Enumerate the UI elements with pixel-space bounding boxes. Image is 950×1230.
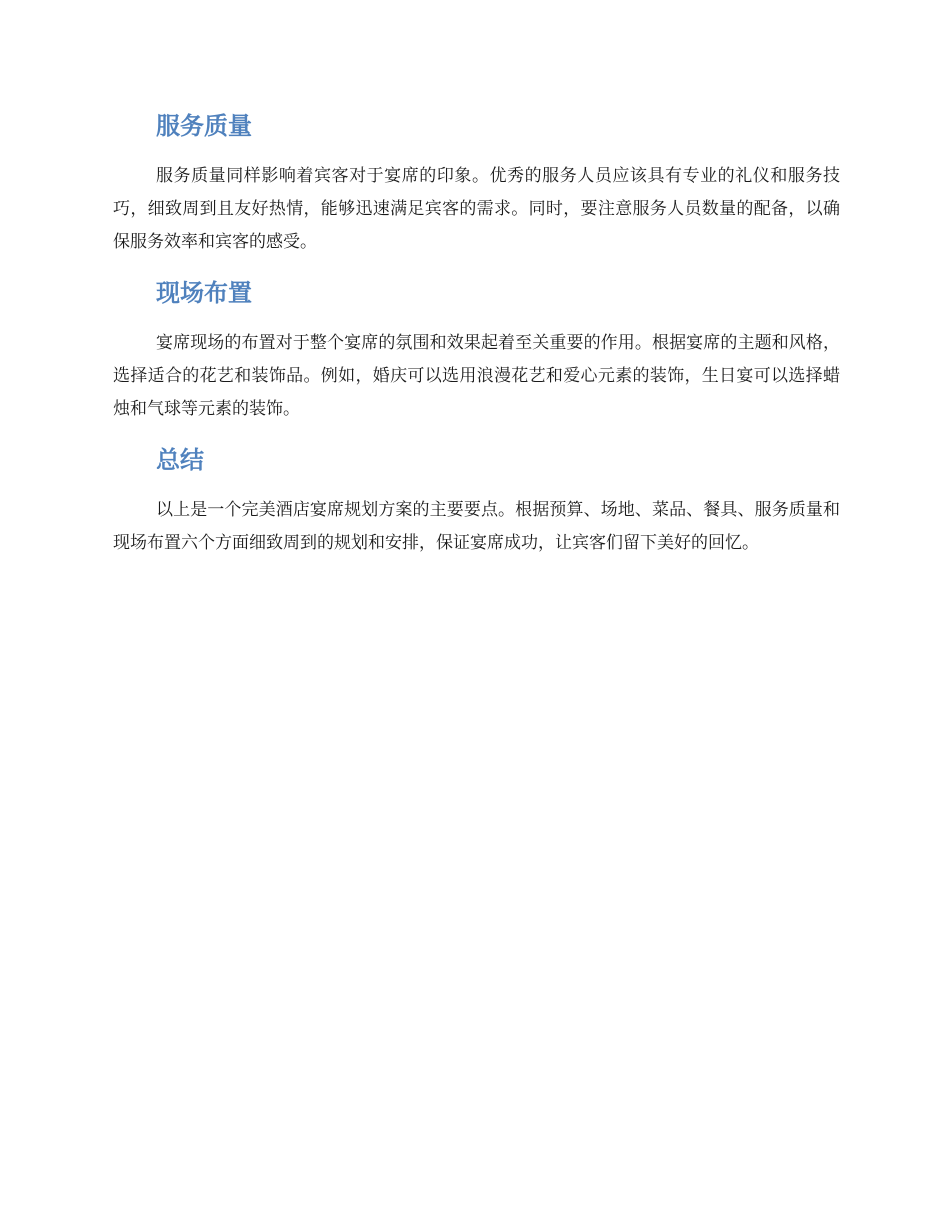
document-content	[113, 106, 840, 574]
section-heading-venue-decoration: 现场布置	[156, 279, 252, 307]
section-heading-service-quality: 服务质量	[156, 112, 252, 140]
section-paragraph-service-quality: 服务质量同样影响着宾客对于宴席的印象。优秀的服务人员应该具有专业的礼仪和服务技巧，细致周到且友好热情，能够迅速满足宾客的需求。同时，要注意服务人员数量的配备，以确保服务效率和宾客的感受。	[113, 166, 840, 252]
section-paragraph-venue-decoration: 宴席现场的布置对于整个宴席的氛围和效果起着至关重要的作用。根据宴席的主题和风格，选择适合的花艺和装饰品。例如，婚庆可以选用浪漫花艺和爱心元素的装饰，生日宴可以选择蜡烛和气球等元素的装饰。	[113, 333, 840, 419]
section-paragraph-summary: 以上是一个完美酒店宴席规划方案的主要要点。根据预算、场地、菜品、餐具、服务质量和现场布置六个方面细致周到的规划和安排，保证宴席成功，让宾客们留下美好的回忆。	[113, 500, 840, 553]
section-heading-summary: 总结	[156, 446, 204, 474]
